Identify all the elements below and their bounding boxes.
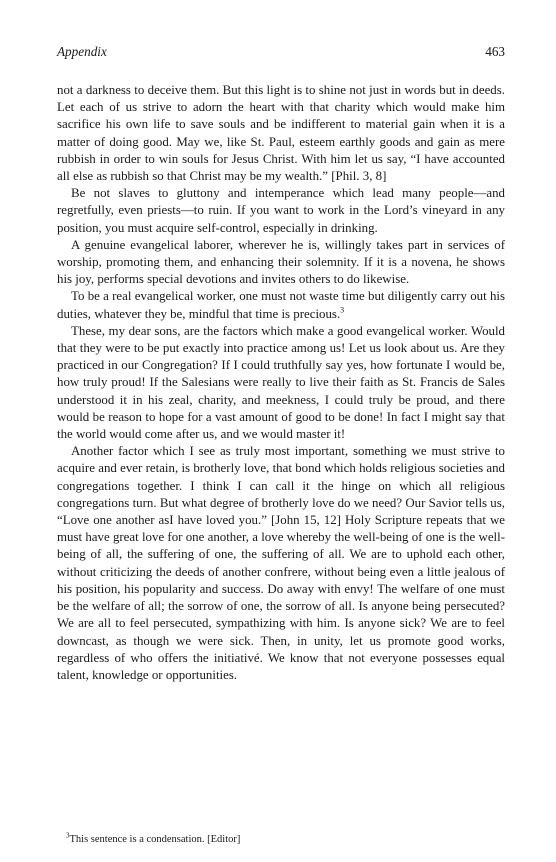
paragraph [57,82,505,185]
paragraph [57,288,505,322]
section-title: Appendix [57,44,107,59]
footnote-text: This sentence is a condensation. [Editor] [69,834,241,845]
paragraph-text: These, my dear sons, are the factors which make a good evangelical worker. Would that they were to be put exactly into practice among us! Let us look about us. Are they practiced in our Congregation? If I could truthfully say yes, how fortunate I would be, how truly proud! If the Salesians were really to live their faith as St. Francis de Sales understood it in his zeal, charity, and meekness, I could truly be proud, and there would be reason to hope for a vast amount of good to be done! In fact I might say that the world would come after us, and we would master it! [57,323,505,442]
running-header [57,44,505,64]
paragraph [57,237,505,289]
footnote [66,831,241,845]
paragraph-text: not a darkness to deceive them. But this light is to shine not just in words but in deeds. Let each of us strive to adorn the heart with that charity which would make him sacrifice his own life to save souls and be indifferent to material gain when it is a matter of doing good. May we, like St. Paul, esteem earthly goods and gain as mere rubbish in order to win souls for Jesus Christ. With him let us say, “I have accounted all else as rubbish so that Christ may be my wealth.” [Phil. 3, 8] [57,83,505,184]
paragraph [57,323,505,443]
paragraph-text: Be not slaves to gluttony and intemperance which lead many people—and regretfully, even priests—to ruin. If you want to work in the Lord’s vineyard in any position, you must acquire self-control, especially in drinking. [57,186,505,235]
footnote-marker: 3 [66,831,70,840]
body-text [57,82,505,684]
paragraph-text: To be a real evangelical worker, one must not waste time but diligently carry out his duties, whatever they be, mindful that time is precious. [57,289,505,321]
footnote-reference[interactable]: 3 [340,305,345,315]
paragraph-text: A genuine evangelical laborer, wherever he is, willingly takes part in services of worship, promoting them, and enhancing their solemnity. If it is a novena, he shows his joy, performs special devotions and invites others to do likewise. [57,237,505,287]
paragraph [57,443,505,684]
page-number: 463 [485,44,505,59]
paragraph-text: Another factor which I see as truly most important, something we must strive to acquire and ever retain, is brotherly love, that bond which holds religious societies and congregations together. I think I can call it the hinge on which all religious congregations turn. But what degree of brotherly love do we need? Our Savior tells us, “Love one another asI have loved you.” [John 15, 12] Holy Scripture repeats that we must have great love for one another, a love whereby the well-being of one is the well-being of all, the suffering of one, the suffering of all. We are to uphold each other, without criticizing the deeds of another confrere, without being even a little jealous of his position, his popularity and success. Do away with envy! The welfare of one must be the welfare of all; the sorrow of one, the sorrow of all. Is anyone being persecuted? We are all to feel persecuted, sympathizing with him. Is anyone sick? We are to feel downcast, as though we were sick. Then, in unity, let us promote good works, regardless of who offers the initiativé. We know that not everyone possesses equal talent, knowledge or opportunities. [57,444,505,682]
page [57,44,505,684]
paragraph [57,185,505,237]
